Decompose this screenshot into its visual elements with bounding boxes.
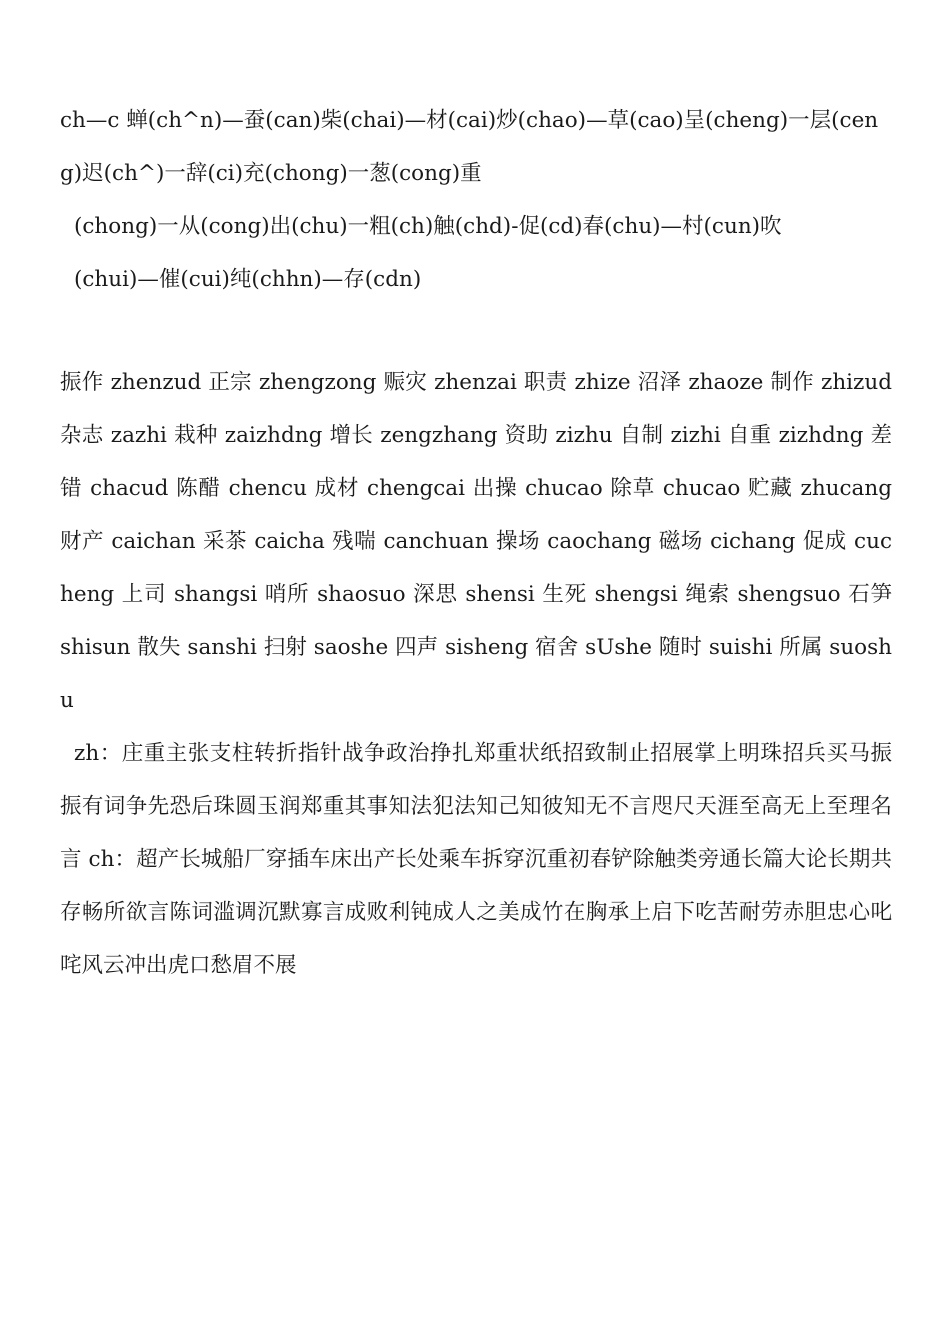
idiom-text: zh：庄重主张支柱转折指针战争政治挣扎郑重状纸招致制止招展掌上明珠招兵买马振振有词争先恐后珠圆玉润郑重其事知法犯法知己知彼知无不言咫尺天涯至高无上至理名言 ch：超产长城船厂穿插车床出产长处乘车拆穿沉重初春铲除触类旁通长篇大论长期共存畅所欲言陈词滥调沉默寡言成败利钝成人之美成竹在胸承上启下吃苦耐劳赤胆忠心叱咤风云冲出虎口愁眉不展 (60, 741, 892, 978)
initials-contrast-paragraph (60, 94, 892, 306)
contrast-line-2: (chong)一从(cong)出(chu)一粗(ch)触(chd)-促(cd)春(chu)—村(cun)吹 (74, 214, 782, 239)
word-pinyin-paragraph: 振作 zhenzud 正宗 zhengzong 赈灾 zhenzai 职责 zhize 沼泽 zhaoze 制作 zhizud 杂志 zazhi 栽种 zaizhdng 增长 zengzhang 资助 zizhu 自制 zizhi 自重 zizhdng 差错 chacud 陈醋 chencu 成材 chengcai 出操 chucao 除草 chucao 贮藏 zhucang 财产 caichan 采茶 caicha 残喘 canchuan 操场 caochang 磁场 cichang 促成 cucheng 上司 shangsi 哨所 shaosuo 深思 shensi 生死 shengsi 绳索 shengsuo 石笋 shisun 散失 sanshi 扫射 saoshe 四声 sisheng 宿舍 sUshe 随时 suishi 所属 suoshu (60, 370, 892, 713)
contrast-line-1: ch—c 蝉(ch^n)—蚕(can)柴(chai)—材(cai)炒(chao)—草(cao)呈(cheng)一层(ceng)迟(ch^)一辞(ci)充(chong)一葱(cong)重 (60, 108, 879, 186)
contrast-line-3: (chui)—催(cui)纯(chhn)—存(cdn) (74, 267, 422, 292)
idiom-paragraph (60, 727, 892, 992)
